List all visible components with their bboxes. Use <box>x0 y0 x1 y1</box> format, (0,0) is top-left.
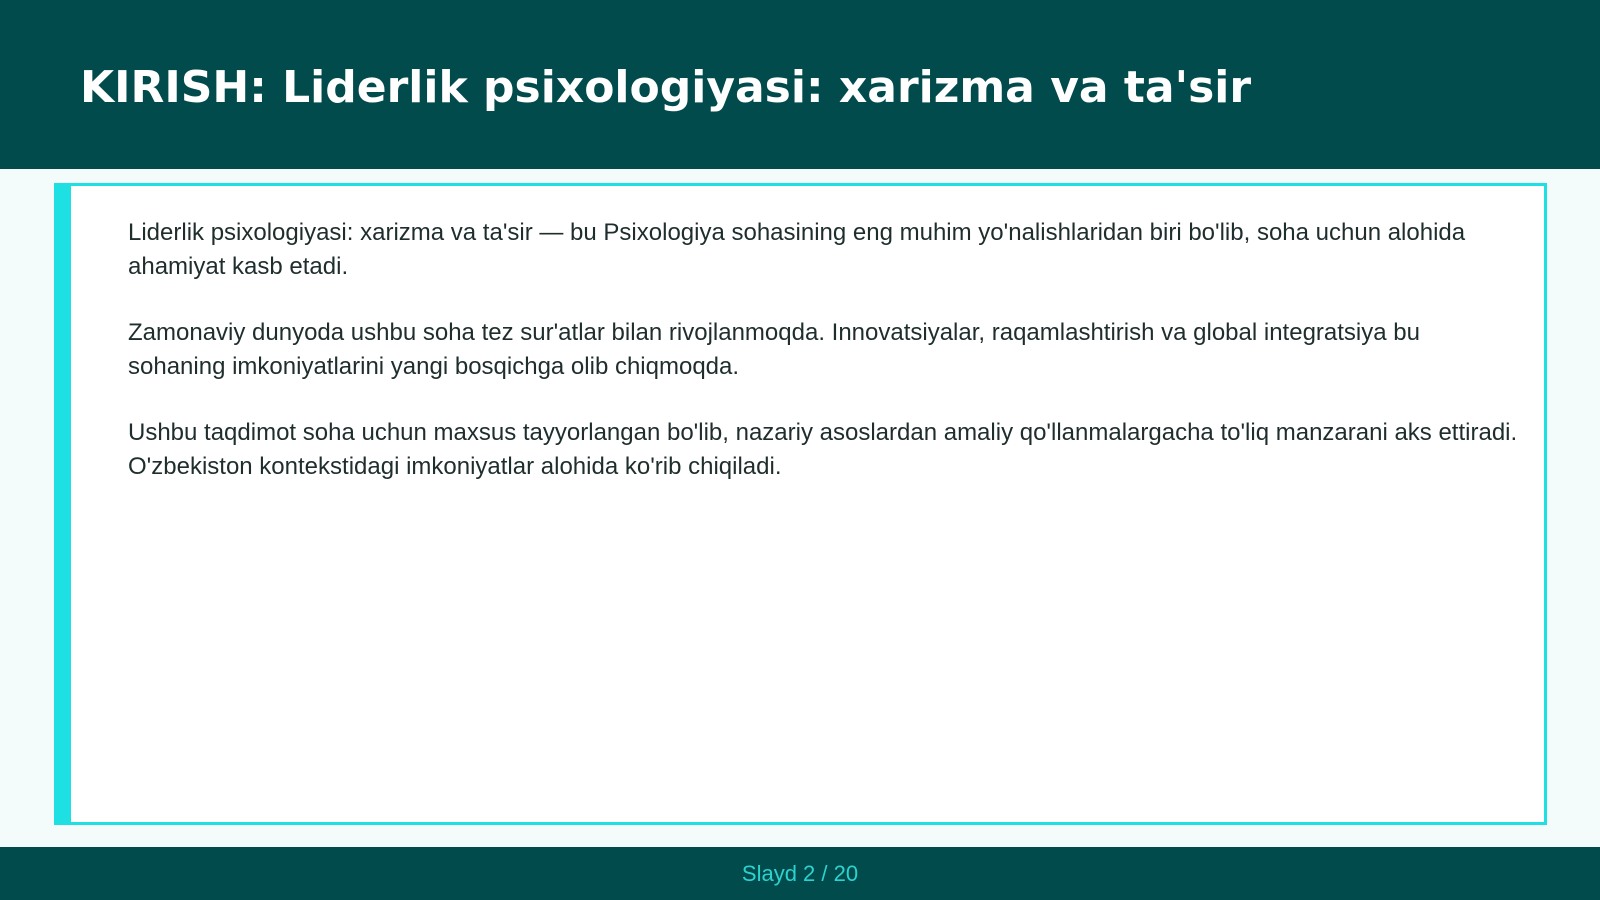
content-body <box>128 216 1523 516</box>
slide-header <box>0 0 1600 169</box>
content-paragraph-1: Liderlik psixologiyasi: xarizma va ta'sir — bu Psixologiya sohasining eng muhim yo'nalishlaridan biri bo'lib, soha uchun alohida ahamiyat kasb etadi. <box>128 219 1466 280</box>
slide-counter: Slayd 2 / 20 <box>741 861 859 886</box>
content-card <box>54 183 1547 825</box>
slide-title: KIRISH: Liderlik psixologiyasi: xarizma va ta'sir <box>80 62 1252 113</box>
slide-footer <box>0 847 1600 900</box>
content-paragraph-2: Zamonaviy dunyoda ushbu soha tez sur'atlar bilan rivojlanmoqda. Innovatsiyalar, raqamlashtirish va global integratsiya bu sohaning imkoniyatlarini yangi bosqichga olib chiqmoqda. <box>128 319 1420 380</box>
content-paragraph-3: Ushbu taqdimot soha uchun maxsus tayyorlangan bo'lib, nazariy asoslardan amaliy qo'llanmalargacha to'liq manzarani aks ettiradi. O'zbekiston kontekstidagi imkoniyatlar alohida ko'rib chiqiladi. <box>128 419 1518 480</box>
